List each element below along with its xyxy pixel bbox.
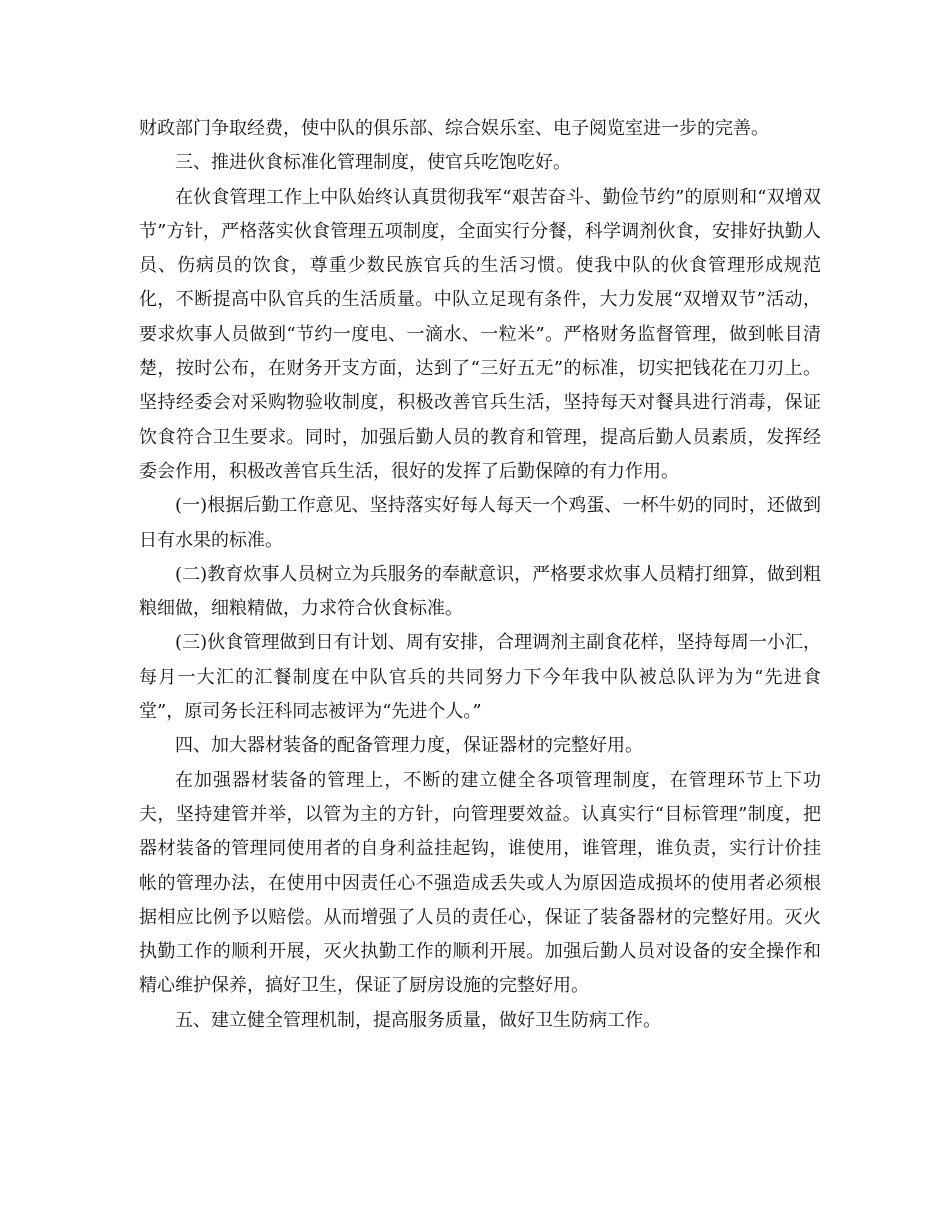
list-item-3: (三)伙食管理做到日有计划、周有安排，合理调剂主副食花样，坚持每周一小汇，每月一大汇的汇餐制度在中队官兵的共同努力下今年我中队被总队评为为“先进食堂”，原司务长汪科同志被评为“先进个人。” [139, 632, 821, 723]
section-heading-5: 五、建立健全管理机制，提高服务质量，做好卫生防病工作。 [175, 1009, 661, 1031]
body-paragraph: 在加强器材装备的管理上，不断的建立健全各项管理制度，在管理环节上下功夫，坚持建管并举，以管为主的方针，向管理要效益。认真实行“目标管理”制度，把器材装备的管理同使用者的自身利益挂起钩，谁使用，谁管理，谁负责，实行计价挂帐的管理办法，在使用中因责任心不强造成丢失或人为原因造成损坏的使用者必须根据相应比例予以赔偿。从而增强了人员的责任心，保证了装备器材的完整好用。灭火执勤工作的顺利开展，灭火执勤工作的顺利开展。加强后勤人员对设备的安全操作和精心维护保养，搞好卫生，保证了厨房设施的完整好用。 [139, 769, 821, 997]
body-paragraph: 在伙食管理工作上中队始终认真贯彻我军“艰苦奋斗、勤俭节约”的原则和“双增双节”方针，严格落实伙食管理五项制度，全面实行分餐，科学调剂伙食，安排好执勤人员、伤病员的饮食，尊重少数民族官兵的生活习惯。使我中队的伙食管理形成规范化，不断提高中队官兵的生活质量。中队立足现有条件，大力发展“双增双节”活动，要求炊事人员做到“节约一度电、一滴水、一粒米”。严格财务监督管理，做到帐目清楚，按时公布，在财务开支方面，达到了“三好五无”的标准，切实把钱花在刀刃上。坚持经委会对采购物验收制度，积极改善官兵生活，坚持每天对餐具进行消毒，保证饮食符合卫生要求。同时，加强后勤人员的教育和管理，提高后勤人员素质，发挥经委会作用，积极改善官兵生活，很好的发挥了后勤保障的有力作用。 [139, 186, 821, 482]
body-paragraph-continuation: 财政部门争取经费，使中队的俱乐部、综合娱乐室、电子阅览室进一步的完善。 [139, 118, 769, 139]
section-heading-3: 三、推进伙食标准化管理制度，使官兵吃饱吃好。 [175, 152, 571, 174]
document-body [139, 112, 821, 1038]
section-heading-4: 四、加大器材装备的配备管理力度，保证器材的完整好用。 [175, 735, 643, 757]
list-item-2: (二)教育炊事人员树立为兵服务的奉献意识，严格要求炊事人员精打细算，做到粗粮细做，细粮精做，力求符合伙食标准。 [139, 563, 821, 620]
list-item-1: (一)根据后勤工作意见、坚持落实好每人每天一个鸡蛋、一杯牛奶的同时，还做到日有水果的标准。 [139, 495, 821, 551]
